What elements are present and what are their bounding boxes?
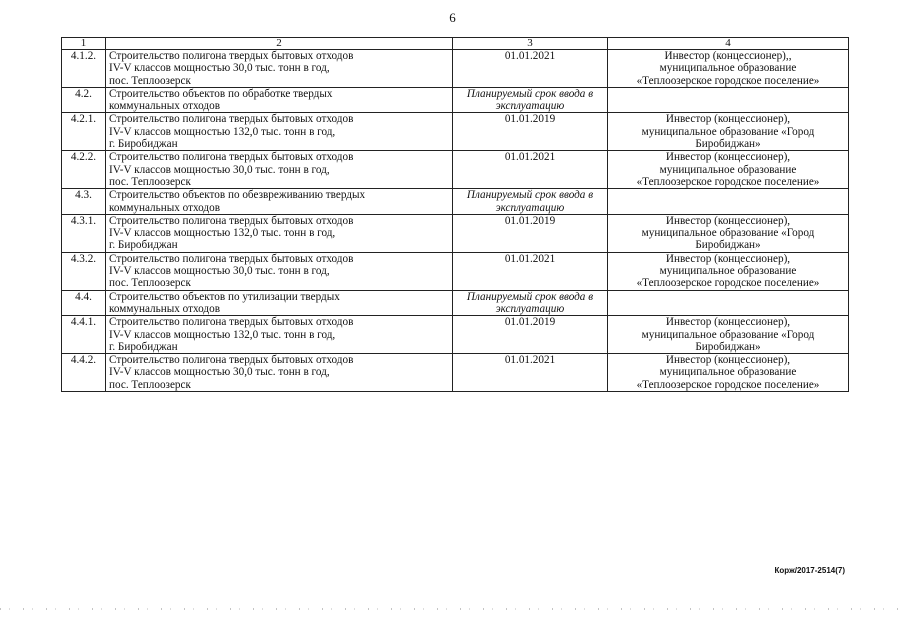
page-number: 6 bbox=[449, 10, 456, 25]
row-number-cell: 4.2.2. bbox=[62, 151, 106, 189]
scan-artifact-line bbox=[0, 608, 905, 610]
row-responsible-cell: Инвестор (концессионер), муниципальное образование «Теплоозерское городское поселение» bbox=[608, 354, 849, 392]
row-description-cell: Строительство полигона твердых бытовых отходов IV-V классов мощностью 30,0 тыс. тонн в год, пос. Теплоозерск bbox=[106, 354, 453, 392]
row-number-cell: 4.1.2. bbox=[62, 50, 106, 88]
row-date-cell: 01.01.2021 bbox=[453, 354, 608, 392]
table-row bbox=[62, 354, 849, 392]
row-date-cell: 01.01.2019 bbox=[453, 113, 608, 151]
row-description-cell: Строительство полигона твердых бытовых отходов IV-V классов мощностью 30,0 тыс. тонн в год, пос. Теплоозерск bbox=[106, 50, 453, 88]
table-row bbox=[62, 290, 849, 316]
row-description-cell: Строительство полигона твердых бытовых отходов IV-V классов мощностью 132,0 тыс. тонн в год, г. Биробиджан bbox=[106, 214, 453, 252]
row-number-cell: 4.4. bbox=[62, 290, 106, 316]
row-responsible-cell: Инвестор (концессионер), муниципальное образование «Теплоозерское городское поселение» bbox=[608, 151, 849, 189]
row-number-cell: 4.3.1. bbox=[62, 214, 106, 252]
row-responsible-cell: Инвестор (концессионер), муниципальное образование «Город Биробиджан» bbox=[608, 214, 849, 252]
row-number-cell: 4.4.2. bbox=[62, 354, 106, 392]
row-number-cell: 4.2. bbox=[62, 87, 106, 113]
table-row bbox=[62, 316, 849, 354]
row-date-cell: 01.01.2021 bbox=[453, 50, 608, 88]
row-number-cell: 4.2.1. bbox=[62, 113, 106, 151]
table-row bbox=[62, 87, 849, 113]
row-description-cell: Строительство полигона твердых бытовых отходов IV-V классов мощностью 132,0 тыс. тонн в год, г. Биробиджан bbox=[106, 316, 453, 354]
row-date-cell: 01.01.2019 bbox=[453, 214, 608, 252]
table-row bbox=[62, 50, 849, 88]
table-body bbox=[62, 50, 849, 392]
row-responsible-cell: Инвестор (концессионер),, муниципальное образование «Теплоозерское городское поселение» bbox=[608, 50, 849, 88]
row-responsible-cell: Инвестор (концессионер), муниципальное образование «Город Биробиджан» bbox=[608, 113, 849, 151]
row-date-cell: Планируемый срок ввода в эксплуатацию bbox=[453, 87, 608, 113]
row-description-cell: Строительство объектов по обработке твердых коммунальных отходов bbox=[106, 87, 453, 113]
row-number-cell: 4.3.2. bbox=[62, 252, 106, 290]
row-number-cell: 4.3. bbox=[62, 189, 106, 215]
row-responsible-cell bbox=[608, 87, 849, 113]
row-description-cell: Строительство объектов по обезвреживанию твердых коммунальных отходов bbox=[106, 189, 453, 215]
row-date-cell: Планируемый срок ввода в эксплуатацию bbox=[453, 189, 608, 215]
row-description-cell: Строительство полигона твердых бытовых отходов IV-V классов мощностью 30,0 тыс. тонн в год, пос. Теплоозерск bbox=[106, 252, 453, 290]
row-number-cell: 4.4.1. bbox=[62, 316, 106, 354]
row-date-cell: 01.01.2021 bbox=[453, 151, 608, 189]
column-header-2: 2 bbox=[106, 38, 453, 50]
document-code: Корж/2017-2514(7) bbox=[774, 566, 845, 575]
table-row bbox=[62, 252, 849, 290]
table-header-row bbox=[62, 38, 849, 50]
table-row bbox=[62, 189, 849, 215]
table-row bbox=[62, 214, 849, 252]
row-date-cell: Планируемый срок ввода в эксплуатацию bbox=[453, 290, 608, 316]
table-row bbox=[62, 151, 849, 189]
row-responsible-cell: Инвестор (концессионер), муниципальное образование «Город Биробиджан» bbox=[608, 316, 849, 354]
column-header-3: 3 bbox=[453, 38, 608, 50]
table-row bbox=[62, 113, 849, 151]
row-responsible-cell bbox=[608, 189, 849, 215]
row-date-cell: 01.01.2019 bbox=[453, 316, 608, 354]
row-date-cell: 01.01.2021 bbox=[453, 252, 608, 290]
table-header bbox=[62, 38, 849, 50]
row-responsible-cell bbox=[608, 290, 849, 316]
document-table bbox=[61, 37, 849, 392]
row-responsible-cell: Инвестор (концессионер), муниципальное образование «Теплоозерское городское поселение» bbox=[608, 252, 849, 290]
column-header-4: 4 bbox=[608, 38, 849, 50]
row-description-cell: Строительство полигона твердых бытовых отходов IV-V классов мощностью 132,0 тыс. тонн в год, г. Биробиджан bbox=[106, 113, 453, 151]
row-description-cell: Строительство полигона твердых бытовых отходов IV-V классов мощностью 30,0 тыс. тонн в год, пос. Теплоозерск bbox=[106, 151, 453, 189]
column-header-1: 1 bbox=[62, 38, 106, 50]
row-description-cell: Строительство объектов по утилизации твердых коммунальных отходов bbox=[106, 290, 453, 316]
